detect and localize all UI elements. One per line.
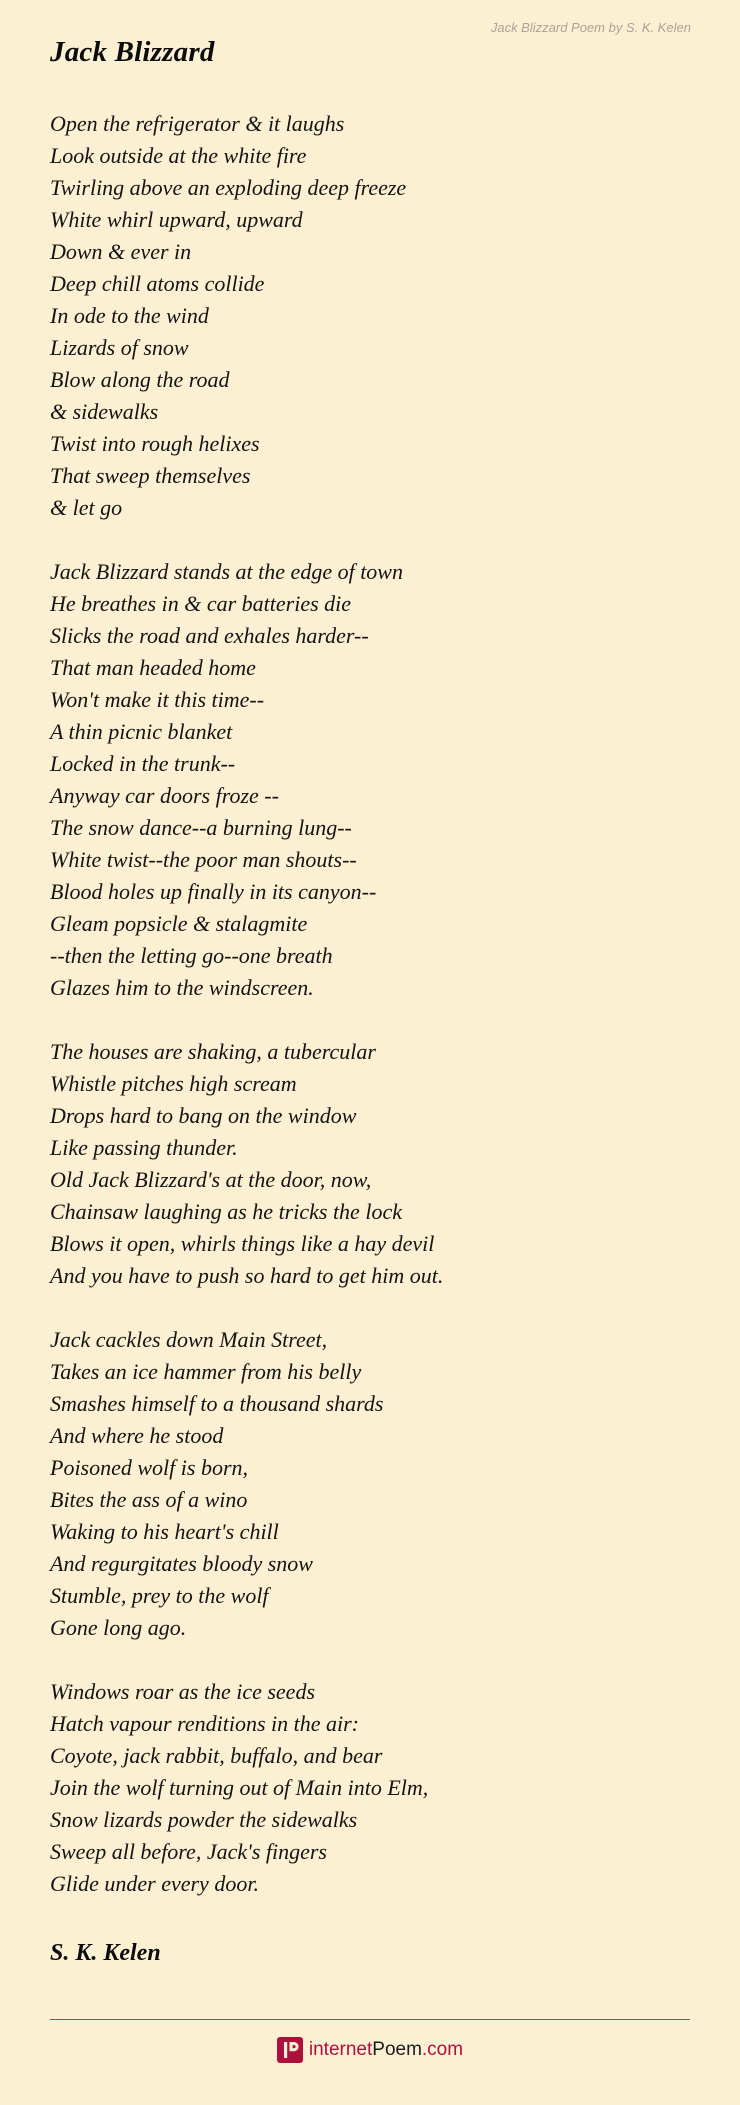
- poem-line: He breathes in & car batteries die: [50, 591, 352, 616]
- poem-line: Hatch vapour renditions in the air:: [50, 1711, 359, 1736]
- poem-line: Smashes himself to a thousand shards: [50, 1391, 384, 1416]
- poem-line: And where he stood: [50, 1423, 224, 1448]
- internetpoem-logo-icon: [277, 2037, 303, 2063]
- poem-line: Chainsaw laughing as he tricks the lock: [50, 1199, 402, 1224]
- poem-line: Coyote, jack rabbit, buffalo, and bear: [50, 1743, 383, 1768]
- poem-line: Old Jack Blizzard's at the door, now,: [50, 1167, 372, 1192]
- stanza: [50, 108, 690, 524]
- poem-line: Gone long ago.: [50, 1615, 187, 1640]
- stanza: [50, 1324, 690, 1644]
- poem-line: Like passing thunder.: [50, 1135, 238, 1160]
- poem-line: White twist--the poor man shouts--: [50, 847, 357, 872]
- poem-line: Blood holes up finally in its canyon--: [50, 879, 377, 904]
- poem-line: Gleam popsicle & stalagmite: [50, 911, 308, 936]
- poem-line: Snow lizards powder the sidewalks: [50, 1807, 358, 1832]
- poem-line: Jack cackles down Main Street,: [50, 1327, 328, 1352]
- poem-line: Join the wolf turning out of Main into Elm,: [50, 1775, 429, 1800]
- poem-line: That man headed home: [50, 655, 256, 680]
- poem-line: Waking to his heart's chill: [50, 1519, 279, 1544]
- poem-line: Stumble, prey to the wolf: [50, 1583, 269, 1608]
- poem-line: Lizards of snow: [50, 335, 189, 360]
- poem-line: Slicks the road and exhales harder--: [50, 623, 369, 648]
- poem-line: Glazes him to the windscreen.: [50, 975, 314, 1000]
- poem-line: Twirling above an exploding deep freeze: [50, 175, 407, 200]
- stanza: [50, 1676, 690, 1900]
- logo-brand: internet: [308, 2039, 373, 2060]
- poem-line: Deep chill atoms collide: [50, 271, 265, 296]
- poem-line: Jack Blizzard stands at the edge of town: [50, 559, 403, 584]
- poem-line: Whistle pitches high scream: [50, 1071, 297, 1096]
- stanza: [50, 556, 690, 1004]
- poem-line: Windows roar as the ice seeds: [50, 1679, 315, 1704]
- poem-author[interactable]: S. K. Kelen: [50, 1940, 161, 1966]
- poem-line: & let go: [50, 495, 123, 520]
- poem-body: [50, 108, 690, 1932]
- logo-suffix: .com: [421, 2039, 464, 2060]
- poem-line: Twist into rough helixes: [50, 431, 260, 456]
- poem-line: And you have to push so hard to get him out.: [50, 1263, 444, 1288]
- poem-line: White whirl upward, upward: [50, 207, 303, 232]
- poem-line: --then the letting go--one breath: [50, 943, 333, 968]
- poem-line: The snow dance--a burning lung--: [50, 815, 352, 840]
- poem-line: And regurgitates bloody snow: [50, 1551, 313, 1576]
- poem-line: Anyway car doors froze --: [50, 783, 279, 808]
- poem-line: Sweep all before, Jack's fingers: [50, 1839, 327, 1864]
- poem-line: Glide under every door.: [50, 1871, 259, 1896]
- poem-line: Blow along the road: [50, 367, 230, 392]
- poem-line: Poisoned wolf is born,: [50, 1455, 249, 1480]
- poem-line: Bites the ass of a wino: [50, 1487, 248, 1512]
- poem-line: Won't make it this time--: [50, 687, 265, 712]
- poem-line: The houses are shaking, a tubercular: [50, 1039, 376, 1064]
- poem-title: Jack Blizzard: [50, 36, 215, 68]
- poem-line: Drops hard to bang on the window: [50, 1103, 357, 1128]
- poem-line: Blows it open, whirls things like a hay devil: [50, 1231, 435, 1256]
- logo-name: Poem: [372, 2039, 422, 2060]
- logo-text: [309, 2039, 463, 2061]
- footer-logo[interactable]: [0, 2030, 740, 2070]
- poem-line: That sweep themselves: [50, 463, 251, 488]
- poem-line: Open the refrigerator & it laughs: [50, 111, 345, 136]
- poem-line: Locked in the trunk--: [50, 751, 236, 776]
- stanza: [50, 1036, 690, 1292]
- footer-divider: [50, 2019, 690, 2020]
- poem-credit: Jack Blizzard Poem by S. K. Kelen: [490, 20, 691, 35]
- poem-line: A thin picnic blanket: [50, 719, 233, 744]
- poem-line: Look outside at the white fire: [50, 143, 307, 168]
- poem-line: & sidewalks: [50, 399, 159, 424]
- poem-line: In ode to the wind: [50, 303, 209, 328]
- poem-line: Down & ever in: [50, 239, 192, 264]
- poem-line: Takes an ice hammer from his belly: [50, 1359, 362, 1384]
